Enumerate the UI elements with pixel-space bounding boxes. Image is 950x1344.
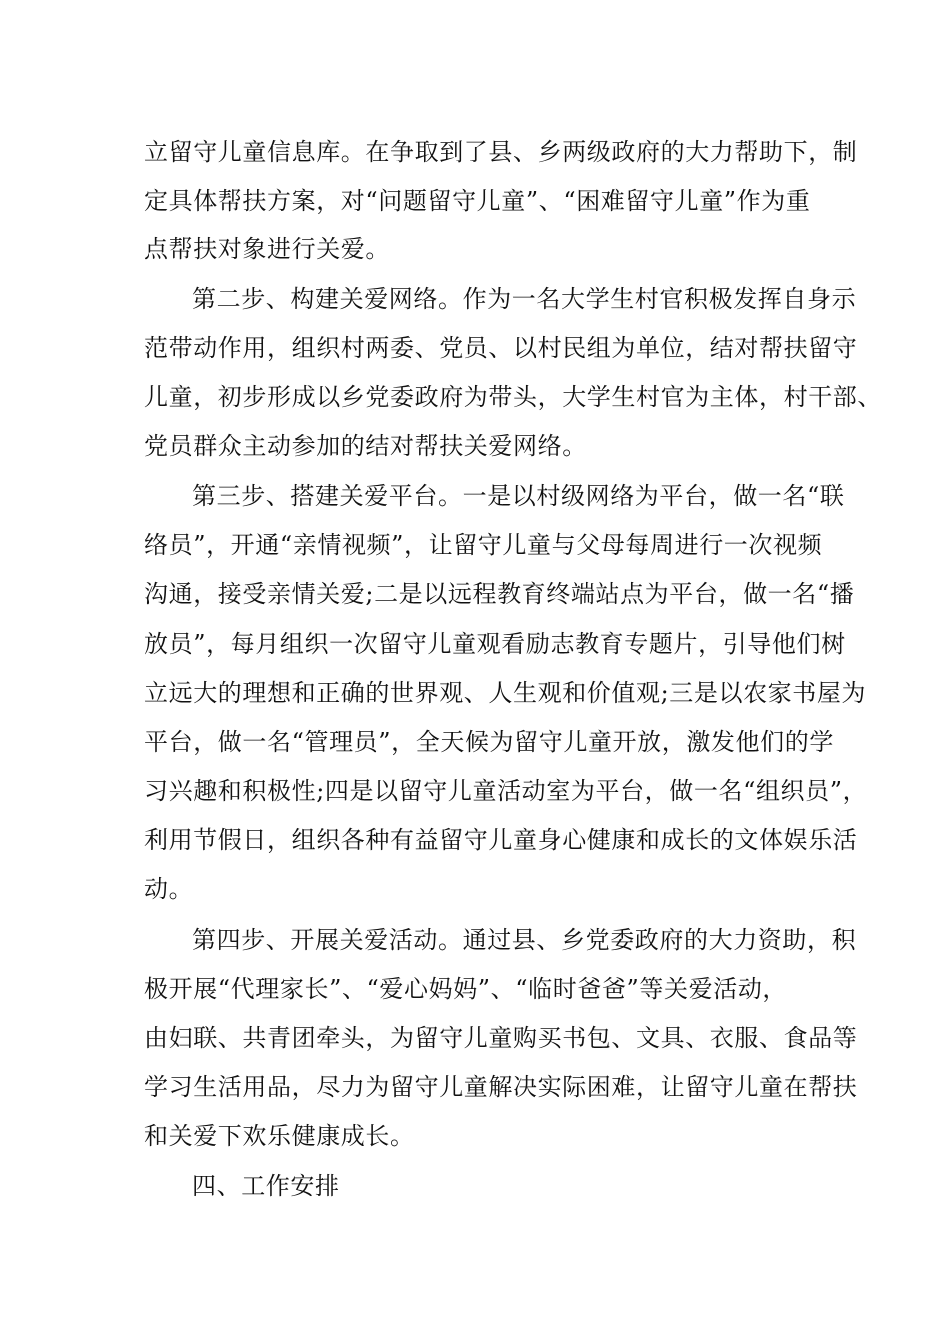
text-line: 由妇联、共青团牵头，为留守儿童购买书包、文具、衣服、食品等: [144, 1024, 858, 1052]
text-line: 络员”，开通“亲情视频”，让留守儿童与父母每周进行一次视频: [144, 531, 823, 559]
text-line: 习兴趣和积极性;四是以留守儿童活动室为平台，做一名“组织员”，: [144, 777, 868, 805]
text-line: 利用节假日，组织各种有益留守儿童身心健康和成长的文体娱乐活: [144, 826, 858, 854]
text-line: 党员群众主动参加的结对帮扶关爱网络。: [144, 432, 587, 460]
text-line: 学习生活用品，尽力为留守儿童解决实际困难，让留守儿童在帮扶: [144, 1073, 858, 1101]
text-line: 平台，做一名“管理员”，全天候为留守儿童开放，激发他们的学: [144, 728, 834, 756]
text-line: 极开展“代理家长”、“爱心妈妈”、“临时爸爸”等关爱活动，: [144, 975, 788, 1003]
paragraph-step-three: 第三步、搭建关爱平台。一是以村级网络为平台，做一名“联: [192, 482, 845, 510]
section-heading: 四、工作安排: [192, 1172, 340, 1200]
text-line: 放员”，每月组织一次留守儿童观看励志教育专题片，引导他们树: [144, 630, 846, 658]
text-line: 范带动作用，组织村两委、党员、以村民组为单位，结对帮扶留守: [144, 334, 858, 362]
text-line: 点帮扶对象进行关爱。: [144, 235, 390, 263]
text-line: 和关爱下欢乐健康成长。: [144, 1122, 415, 1150]
text-line: 动。: [144, 875, 194, 903]
text-line: 立留守儿童信息库。在争取到了县、乡两级政府的大力帮助下，制: [144, 138, 858, 166]
paragraph-step-four: 第四步、开展关爱活动。通过县、乡党委政府的大力资助，积: [192, 926, 857, 954]
paragraph-step-two: 第二步、构建关爱网络。作为一名大学生村官积极发挥自身示: [192, 285, 857, 313]
text-line: 定具体帮扶方案，对“问题留守儿童”、“困难留守儿童”作为重: [144, 187, 811, 215]
text-line: 儿童，初步形成以乡党委政府为带头，大学生村官为主体，村干部、: [144, 383, 882, 411]
text-line: 立远大的理想和正确的世界观、人生观和价值观;三是以农家书屋为: [144, 679, 867, 707]
text-line: 沟通，接受亲情关爱;二是以远程教育终端站点为平台，做一名“播: [144, 580, 855, 608]
